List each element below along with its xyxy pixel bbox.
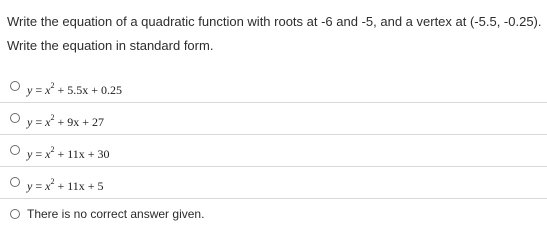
answer-option-4[interactable]: [0, 167, 547, 199]
radio-button[interactable]: [10, 177, 20, 187]
radio-button[interactable]: [10, 145, 20, 155]
option-equation: $y = x^2 + 9x + 27$: [27, 113, 104, 129]
answer-option-1[interactable]: [0, 71, 547, 103]
question-text: Write the equation of a quadratic function with roots at -6 and -5, and a vertex at (-5.5, -0.25). Write the equation in standard form.: [7, 14, 542, 53]
radio-button[interactable]: [10, 81, 20, 91]
answer-option-5[interactable]: [0, 199, 547, 231]
answer-option-2[interactable]: [0, 103, 547, 135]
answer-option-3[interactable]: [0, 135, 547, 167]
radio-button[interactable]: [10, 209, 20, 219]
option-equation: $y = x^2 + 11x + 5$: [27, 177, 104, 193]
radio-button[interactable]: [10, 113, 20, 123]
option-text: There is no correct answer given.: [27, 207, 205, 221]
answer-options: [0, 71, 547, 231]
option-equation: $y = x^2 + 11x + 30$: [27, 145, 110, 161]
option-equation: $y = x^2 + 5.5x + 0.25$: [27, 81, 122, 97]
